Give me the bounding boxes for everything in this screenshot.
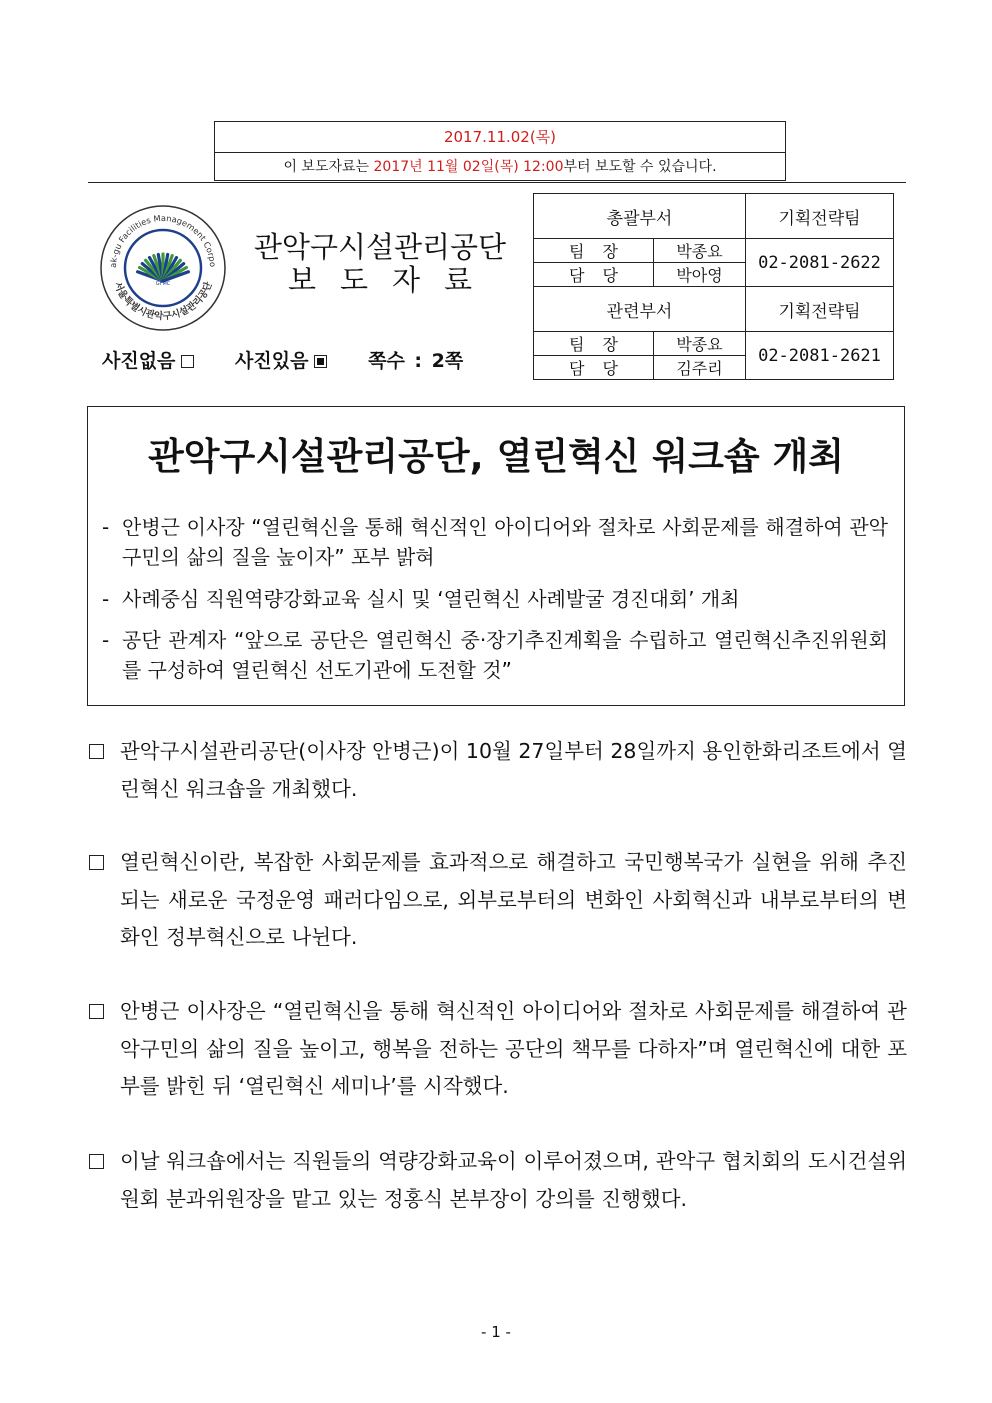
photo-info: 사진없음 사진있음 쪽수 : 2쪽 [102, 346, 463, 373]
subpoint: - 사례중심 직원역량강화교육 실시 및 ‘열린혁신 사례발굴 경진대회’ 개최 [102, 587, 740, 611]
svg-text:Gwanak-gu Facilities Managemen: ak-gu Facilities Management Corpo [107, 212, 219, 269]
headline-box [87, 406, 905, 706]
main-lead-label: 팀장 [534, 239, 654, 263]
no-photo-checkbox-icon [181, 355, 194, 368]
document-type: 보도자료 [287, 263, 497, 297]
body-paragraph: 관악구시설관리공단(이사장 안병근)이 10월 27일부터 28일까지 용인한화리조트에서 열린혁신 워크숍을 개최했다. [89, 733, 907, 808]
release-date: 2017.11.02(목) [215, 122, 785, 153]
main-staff-label: 담당 [534, 263, 654, 287]
bullet-square-icon [89, 744, 104, 759]
subpoint: - 공단 관계자 “앞으로 공단은 열린혁신 중·장기추진계획을 수립하고 열린혁신추진위원회를 구성하여 열린혁신 선도기관에 도전할 것” [102, 628, 888, 682]
svg-text:GFMC: GFMC [155, 281, 171, 287]
subpoint: - 안병근 이사장 “열린혁신을 통해 혁신적인 아이디어와 절차로 사회문제를 해결하여 관악구민의 삶의 질을 높이자” 포부 밝혀 [102, 515, 888, 569]
page-number: - 1 - [481, 1323, 511, 1341]
bullet-square-icon [89, 855, 104, 870]
svg-text:서울특별시관악구시설관리공단: 서울특별시관악구시설관리공단 [111, 280, 215, 323]
body-paragraph: 이날 워크숍에서는 직원들의 역량강화교육이 이루어졌으며, 관악구 협치회의 도시건설위원회 분과위원장을 맡고 있는 정홍식 본부장이 강의를 진행했다. [89, 1143, 907, 1218]
gfmc-logo [98, 203, 228, 333]
related-staff-label: 담당 [534, 356, 654, 380]
main-lead: 박종요 [654, 239, 746, 263]
body-paragraph: 안병근 이사장은 “열린혁신을 통해 혁신적인 아이디어와 절차로 사회문제를 해결하여 관악구민의 삶의 질을 높이고, 행복을 전하는 공단의 책무를 다하자”며 열린혁신에 대한 포부를 밝힌 뒤 ‘열린혁신 세미나’를 시작했다. [89, 993, 907, 1106]
release-date-box [214, 121, 786, 181]
bullet-square-icon [89, 1004, 104, 1019]
main-dept-label: 총괄부서 [534, 194, 746, 239]
header-divider [88, 182, 906, 183]
main-phone: 02-2081-2622 [746, 239, 894, 287]
page-count: 쪽수 : 2쪽 [368, 350, 464, 372]
contact-table [533, 193, 894, 380]
related-staff: 김주리 [654, 356, 746, 380]
bullet-square-icon [89, 1154, 104, 1169]
organization-name: 관악구시설관리공단 [253, 230, 507, 264]
related-dept: 기획전략팀 [746, 287, 894, 332]
main-dept: 기획전략팀 [746, 194, 894, 239]
related-phone: 02-2081-2621 [746, 332, 894, 380]
related-dept-label: 관련부서 [534, 287, 746, 332]
headline: 관악구시설관리공단, 열린혁신 워크숍 개최 [147, 435, 845, 478]
embargo-time: 2017년 11월 02일(목) 12:00 [373, 159, 564, 175]
main-staff: 박아영 [654, 263, 746, 287]
related-lead-label: 팀장 [534, 332, 654, 356]
with-photo-checkbox-icon [314, 355, 327, 368]
embargo-notice: 이 보도자료는 2017년 11월 02일(목) 12:00부터 보도할 수 있습니다. [283, 159, 717, 175]
related-lead: 박종요 [654, 332, 746, 356]
body-paragraph: 열린혁신이란, 복잡한 사회문제를 효과적으로 해결하고 국민행복국가 실현을 위해 추진되는 새로운 국정운영 패러다임으로, 외부로부터의 변화인 사회혁신과 내부로부터의 변화인 정부혁신으로 나뉜다. [89, 844, 907, 957]
